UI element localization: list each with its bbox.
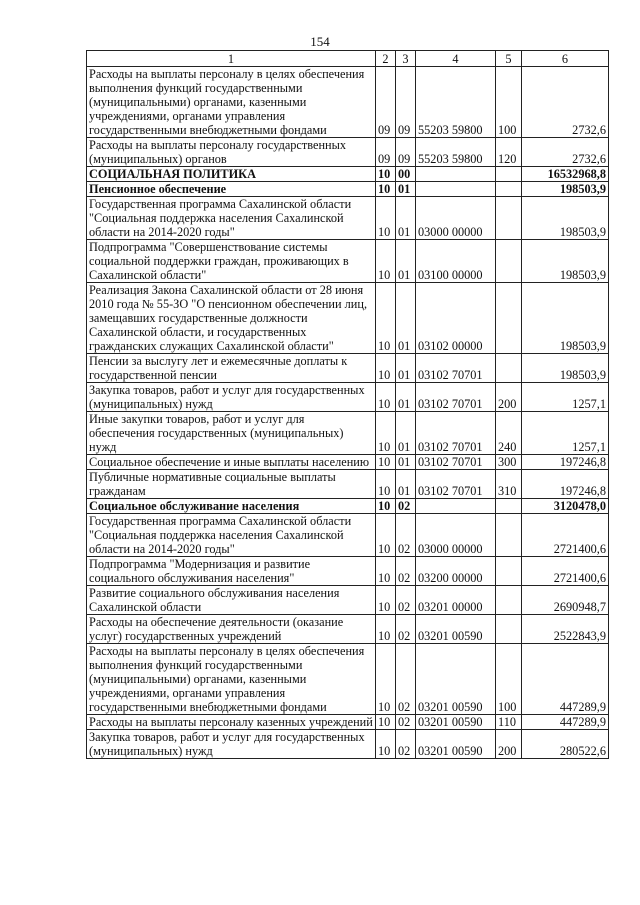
expense-type-cell: 200 (496, 730, 522, 759)
section-code-cell: 10 (376, 615, 396, 644)
table-row (87, 197, 609, 240)
item-name-cell: Публичные нормативные социальные выплаты гражданам (87, 470, 376, 499)
amount-cell: 198503,9 (522, 354, 609, 383)
header-cell: 5 (496, 51, 522, 67)
section-code-cell: 10 (376, 167, 396, 182)
section-code-cell: 10 (376, 557, 396, 586)
table-row (87, 499, 609, 514)
target-article-cell (416, 182, 496, 197)
subsection-code-cell: 02 (396, 499, 416, 514)
subsection-code-cell: 01 (396, 182, 416, 197)
subsection-code-cell: 01 (396, 455, 416, 470)
table-row (87, 383, 609, 412)
section-code-cell: 10 (376, 455, 396, 470)
item-name-cell: Социальное обслуживание населения (87, 499, 376, 514)
subsection-code-cell: 02 (396, 557, 416, 586)
target-article-cell: 03200 00000 (416, 557, 496, 586)
section-code-cell: 10 (376, 197, 396, 240)
budget-table (86, 50, 609, 759)
table-row (87, 470, 609, 499)
amount-cell: 3120478,0 (522, 499, 609, 514)
table-row (87, 240, 609, 283)
expense-type-cell: 240 (496, 412, 522, 455)
item-name-cell: Развитие социального обслуживания населения Сахалинской области (87, 586, 376, 615)
expense-type-cell (496, 167, 522, 182)
target-article-cell: 03201 00590 (416, 644, 496, 715)
amount-cell: 198503,9 (522, 197, 609, 240)
section-code-cell: 10 (376, 240, 396, 283)
target-article-cell: 03201 00590 (416, 715, 496, 730)
item-name-cell: Расходы на выплаты персоналу государственных (муниципальных) органов (87, 138, 376, 167)
target-article-cell: 03102 70701 (416, 455, 496, 470)
section-code-cell: 10 (376, 412, 396, 455)
item-name-cell: Расходы на выплаты персоналу казенных учреждений (87, 715, 376, 730)
section-code-cell: 10 (376, 514, 396, 557)
table-row (87, 615, 609, 644)
amount-cell: 1257,1 (522, 412, 609, 455)
expense-type-cell: 200 (496, 383, 522, 412)
item-name-cell: Государственная программа Сахалинской области "Социальная поддержка населения Сахалинской области на 2014-2020 годы" (87, 197, 376, 240)
expense-type-cell (496, 283, 522, 354)
section-code-cell: 10 (376, 586, 396, 615)
item-name-cell: Подпрограмма "Модернизация и развитие социального обслуживания населения" (87, 557, 376, 586)
target-article-cell: 03102 00000 (416, 283, 496, 354)
subsection-code-cell: 02 (396, 514, 416, 557)
section-code-cell: 10 (376, 644, 396, 715)
target-article-cell: 03102 70701 (416, 354, 496, 383)
subsection-code-cell: 09 (396, 67, 416, 138)
subsection-code-cell: 00 (396, 167, 416, 182)
amount-cell: 447289,9 (522, 644, 609, 715)
expense-type-cell: 300 (496, 455, 522, 470)
subsection-code-cell: 02 (396, 730, 416, 759)
item-name-cell: Подпрограмма "Совершенствование системы социальной поддержки граждан, проживающих в Сахалинской области" (87, 240, 376, 283)
page-number: 154 (310, 34, 330, 49)
amount-cell: 198503,9 (522, 182, 609, 197)
table-row (87, 67, 609, 138)
amount-cell: 197246,8 (522, 455, 609, 470)
item-name-cell: Иные закупки товаров, работ и услуг для обеспечения государственных (муниципальных) нужд (87, 412, 376, 455)
expense-type-cell (496, 615, 522, 644)
expense-type-cell (496, 499, 522, 514)
table-row (87, 586, 609, 615)
target-article-cell: 03100 00000 (416, 240, 496, 283)
amount-cell: 280522,6 (522, 730, 609, 759)
subsection-code-cell: 02 (396, 615, 416, 644)
table-row (87, 644, 609, 715)
section-code-cell: 10 (376, 354, 396, 383)
section-code-cell: 09 (376, 67, 396, 138)
amount-cell: 2721400,6 (522, 557, 609, 586)
header-cell: 6 (522, 51, 609, 67)
item-name-cell: Расходы на обеспечение деятельности (оказание услуг) государственных учреждений (87, 615, 376, 644)
section-code-cell: 10 (376, 470, 396, 499)
table-row (87, 354, 609, 383)
item-name-cell: Расходы на выплаты персоналу в целях обеспечения выполнения функций государственными (муниципальными) органами, казенными учреждениями, органами управления государственными внебюджетными фондами (87, 67, 376, 138)
item-name-cell: Государственная программа Сахалинской области "Социальная поддержка населения Сахалинской области на 2014-2020 годы" (87, 514, 376, 557)
subsection-code-cell: 01 (396, 383, 416, 412)
item-name-cell: Пенсии за выслугу лет и ежемесячные доплаты к государственной пенсии (87, 354, 376, 383)
amount-cell: 2732,6 (522, 67, 609, 138)
target-article-cell: 03201 00590 (416, 730, 496, 759)
table-row (87, 514, 609, 557)
item-name-cell: Закупка товаров, работ и услуг для государственных (муниципальных) нужд (87, 730, 376, 759)
target-article-cell (416, 499, 496, 514)
item-name-cell: СОЦИАЛЬНАЯ ПОЛИТИКА (87, 167, 376, 182)
section-code-cell: 10 (376, 499, 396, 514)
subsection-code-cell: 01 (396, 412, 416, 455)
expense-type-cell: 110 (496, 715, 522, 730)
amount-cell: 2690948,7 (522, 586, 609, 615)
expense-type-cell (496, 557, 522, 586)
target-article-cell: 03102 70701 (416, 383, 496, 412)
amount-cell: 197246,8 (522, 470, 609, 499)
subsection-code-cell: 02 (396, 644, 416, 715)
item-name-cell: Социальное обеспечение и иные выплаты населению (87, 455, 376, 470)
section-code-cell: 10 (376, 730, 396, 759)
header-cell: 3 (396, 51, 416, 67)
header-row (87, 51, 609, 67)
target-article-cell: 03000 00000 (416, 197, 496, 240)
target-article-cell: 55203 59800 (416, 67, 496, 138)
amount-cell: 2522843,9 (522, 615, 609, 644)
expense-type-cell (496, 354, 522, 383)
section-code-cell: 10 (376, 283, 396, 354)
table-row (87, 167, 609, 182)
expense-type-cell: 100 (496, 67, 522, 138)
target-article-cell: 03102 70701 (416, 470, 496, 499)
table-row (87, 138, 609, 167)
header-cell: 4 (416, 51, 496, 67)
target-article-cell: 03102 70701 (416, 412, 496, 455)
expense-type-cell: 100 (496, 644, 522, 715)
subsection-code-cell: 01 (396, 197, 416, 240)
subsection-code-cell: 09 (396, 138, 416, 167)
amount-cell: 198503,9 (522, 283, 609, 354)
expense-type-cell (496, 182, 522, 197)
table-row (87, 455, 609, 470)
item-name-cell: Реализация Закона Сахалинской области от 28 июня 2010 года № 55-ЗО "О пенсионном обеспечении лиц, замещавших государственные должности Сахалинской области, и государственных гражданских служащих Сахалинской области" (87, 283, 376, 354)
table-row (87, 283, 609, 354)
expense-type-cell (496, 514, 522, 557)
subsection-code-cell: 02 (396, 715, 416, 730)
section-code-cell: 09 (376, 138, 396, 167)
amount-cell: 16532968,8 (522, 167, 609, 182)
expense-type-cell (496, 197, 522, 240)
amount-cell: 198503,9 (522, 240, 609, 283)
subsection-code-cell: 01 (396, 470, 416, 499)
target-article-cell: 55203 59800 (416, 138, 496, 167)
expense-type-cell (496, 240, 522, 283)
expense-type-cell: 310 (496, 470, 522, 499)
target-article-cell: 03000 00000 (416, 514, 496, 557)
table-row (87, 715, 609, 730)
table-row (87, 412, 609, 455)
section-code-cell: 10 (376, 715, 396, 730)
subsection-code-cell: 02 (396, 586, 416, 615)
subsection-code-cell: 01 (396, 283, 416, 354)
item-name-cell: Закупка товаров, работ и услуг для государственных (муниципальных) нужд (87, 383, 376, 412)
table-row (87, 557, 609, 586)
table-row (87, 730, 609, 759)
target-article-cell: 03201 00000 (416, 586, 496, 615)
subsection-code-cell: 01 (396, 354, 416, 383)
subsection-code-cell: 01 (396, 240, 416, 283)
header-cell: 2 (376, 51, 396, 67)
item-name-cell: Пенсионное обеспечение (87, 182, 376, 197)
section-code-cell: 10 (376, 182, 396, 197)
header-cell: 1 (87, 51, 376, 67)
amount-cell: 1257,1 (522, 383, 609, 412)
amount-cell: 447289,9 (522, 715, 609, 730)
amount-cell: 2732,6 (522, 138, 609, 167)
table-row (87, 182, 609, 197)
section-code-cell: 10 (376, 383, 396, 412)
amount-cell: 2721400,6 (522, 514, 609, 557)
expense-type-cell: 120 (496, 138, 522, 167)
target-article-cell (416, 167, 496, 182)
item-name-cell: Расходы на выплаты персоналу в целях обеспечения выполнения функций государственными (муниципальными) органами, казенными учреждениями, органами управления государственными внебюджетными фондами (87, 644, 376, 715)
target-article-cell: 03201 00590 (416, 615, 496, 644)
expense-type-cell (496, 586, 522, 615)
